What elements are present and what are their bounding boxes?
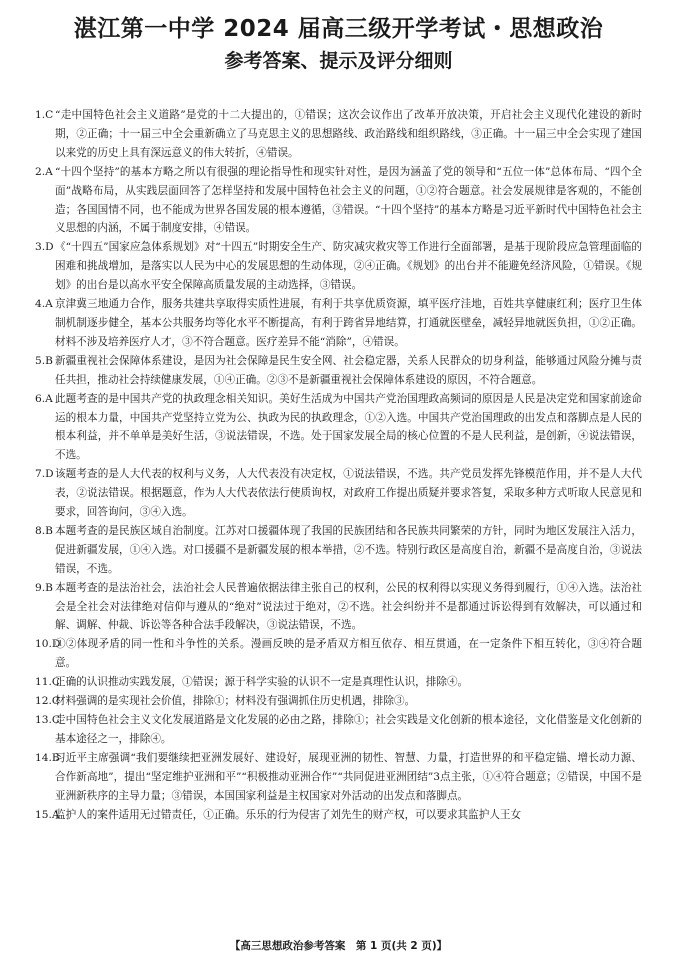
answer-item [35,806,642,825]
answer-number: 3.D [35,241,54,254]
answer-list [35,106,642,824]
answer-item [35,692,642,711]
answer-item [35,749,642,806]
answer-item [35,465,642,522]
answer-number: 7.D [35,468,54,481]
answer-number: 2.A [35,165,53,178]
answer-text: 京津冀三地通力合作，服务共建共享取得实质性进展，有利于共享优质资源，填平医疗洼地，百姓共享健康红利；医疗卫生体制机制逐步健全，基本公共服务均等化水平不断提高，有利于跨省异地结算，打通就医壁垒，减轻异地就医负担，①②正确。材料不涉及培养医疗人才，③不符合题意。医疗差异不能“消除”，④错误。 [55,298,642,348]
answer-item [35,635,642,673]
answer-number: 15.A [35,808,60,821]
answer-text: “走中国特色社会主义道路”是党的十二大提出的，①错误；这次会议作出了改革开放决策，开启社会主义现代化建设的新时期，②正确；十一届三中全会重新确立了马克思主义的思想路线、政治路线和组织路线，③正确。十一届三中全会实现了建国以来党的历史上具有深远意义的伟大转折，④错误。 [55,109,642,159]
answer-number: 4.A [35,298,53,311]
answer-item [35,352,642,390]
answer-text: 此题考查的是中国共产党的执政理念相关知识。美好生活成为中国共产党治国理政高频词的原因是人民是决定党和国家前途命运的根本力量，中国共产党坚持立党为公、执政为民的执政理念，①②入选。中国共产党治国理政的出发点和落脚点是人民的根本利益，并不单单是美好生活，③说法错误，不选。处于国家发展全局的核心位置的不是人民利益，是创新，④说法错误，不选。 [55,392,642,462]
answer-text: “十四个坚持”的基本方略之所以有很强的理论指导性和现实针对性，是因为涵盖了党的领导和“五位一体”总体布局、“四个全面”战略布局，从实践层面回答了怎样坚持和发展中国特色社会主义的问题，①②符合题意。社会发展规律是客观的，不能创造；各国国情不同，也不能成为世界各国发展的根本遵循，③错误。“十四个坚持”的基本方略是习近平新时代中国特色社会主义思想的内涵，不属于制度安排，④错误。 [55,165,642,235]
answer-text: 该题考查的是人大代表的权利与义务，人大代表没有决定权，①说法错误，不选。共产党员发挥先锋模范作用，并不是人大代表，②说法错误。根据题意，作为人大代表依法行使质询权，对政府工作提出质疑并要求答复，采取多种方式听取人民意见和要求，回答询问，③④入选。 [55,468,642,519]
page-subtitle: 参考答案、提示及评分细则 [224,50,453,72]
answer-text: 习近平主席强调“我们要继续把亚洲发展好、建设好，展现亚洲的韧性、智慧、力量，打造世界的和平稳定锚、增长动力源、合作新高地”，提出“坚定维护亚洲和平”“积极推动亚洲合作”“共同促进亚洲团结”3点主张，①④符合题意；②错误，中国不是亚洲新秩序的主导力量；③错误，本国国家利益是主权国家对外活动的出发点和落脚点。 [55,751,642,802]
answer-number: 11.C [35,676,60,689]
answer-number: 14.B [35,751,60,764]
answer-text: 监护人的案件适用无过错责任，①正确。乐乐的行为侵害了刘先生的财产权，可以要求其监护人王女 [55,808,522,821]
answer-text: 新疆重视社会保障体系建设，是因为社会保障是民生安全网、社会稳定器，关系人民群众的切身利益，能够通过风险分摊与责任共担，推动社会持续健康发展，①④正确。②③不是新疆重视社会保障体系建设的原因，不符合题意。 [55,354,642,386]
answer-text: 正确的认识推动实践发展，①错误；源于科学实验的认识不一定是真理性认识，排除④。 [55,676,469,689]
answer-text: 本题考查的是民族区域自治制度。江苏对口援疆体现了我国的民族团结和各民族共同繁荣的方针，同时为地区发展注入活力，促进新疆发展，①④入选。对口援疆不是新疆发展的根本举措，②不选。特别行政区是高度自治，新疆不是高度自治，③说法错误，不选。 [55,524,642,575]
answer-number: 12.C [35,695,60,708]
answer-text: 本题考查的是法治社会，法治社会人民普遍依据法律主张自己的权利，公民的权利得以实现义务得到履行，①④入选。法治社会是全社会对法律绝对信仰与遵从的“绝对”说法过于绝对，②不选。社会纠纷并不是都通过诉讼得到有效解决，可以通过和解、调解、仲裁、诉讼等各种合法手段解决，③说法错误，不选。 [55,581,642,632]
answer-text: 《“十四五”国家应急体系规划》对“十四五”时期安全生产、防灾减灾救灾等工作进行全面部署，是基于现阶段应急管理面临的困难和挑战增加，是落实以人民为中心的发展思想的生动体现，②④正确。《规划》的出台并不能避免经济风险，①错误。《规划》的出台是以高水平安全保障高质量发展的主动选择，③错误。 [55,241,642,292]
answer-text: ①②体现矛盾的同一性和斗争性的关系。漫画反映的是矛盾双方相互依存、相互贯通，在一定条件下相互转化，③④符合题意。 [55,638,642,670]
answer-number: 6.A [35,392,53,405]
answer-number: 9.B [35,581,53,594]
answer-item [35,579,642,636]
answer-number: 8.B [35,524,53,537]
answer-item [35,711,642,749]
answer-item [35,106,642,163]
answer-text: 走中国特色社会主义文化发展道路是文化发展的必由之路，排除①；社会实践是文化创新的根本途径，文化借鉴是文化创新的基本途径之一，排除④。 [55,714,642,745]
answer-text: 材料强调的是实现社会价值，排除①；材料没有强调抓住历史机遇，排除③。 [55,695,416,708]
answer-number: 1.C [35,109,54,121]
answer-number: 5.B [35,354,53,367]
answer-number: 13.C [35,714,60,726]
answer-item [35,238,642,295]
page-title: 湛江第一中学 2024 届高三级开学考试・思想政治 [73,16,604,42]
answer-item [35,390,642,466]
page-footer: 【高三思想政治参考答案 第 1 页(共 2 页)】 [229,940,448,952]
answer-item [35,522,642,579]
answer-item [35,673,642,692]
answer-item [35,163,642,239]
answer-number: 10.D [35,638,61,651]
answer-item [35,295,642,352]
